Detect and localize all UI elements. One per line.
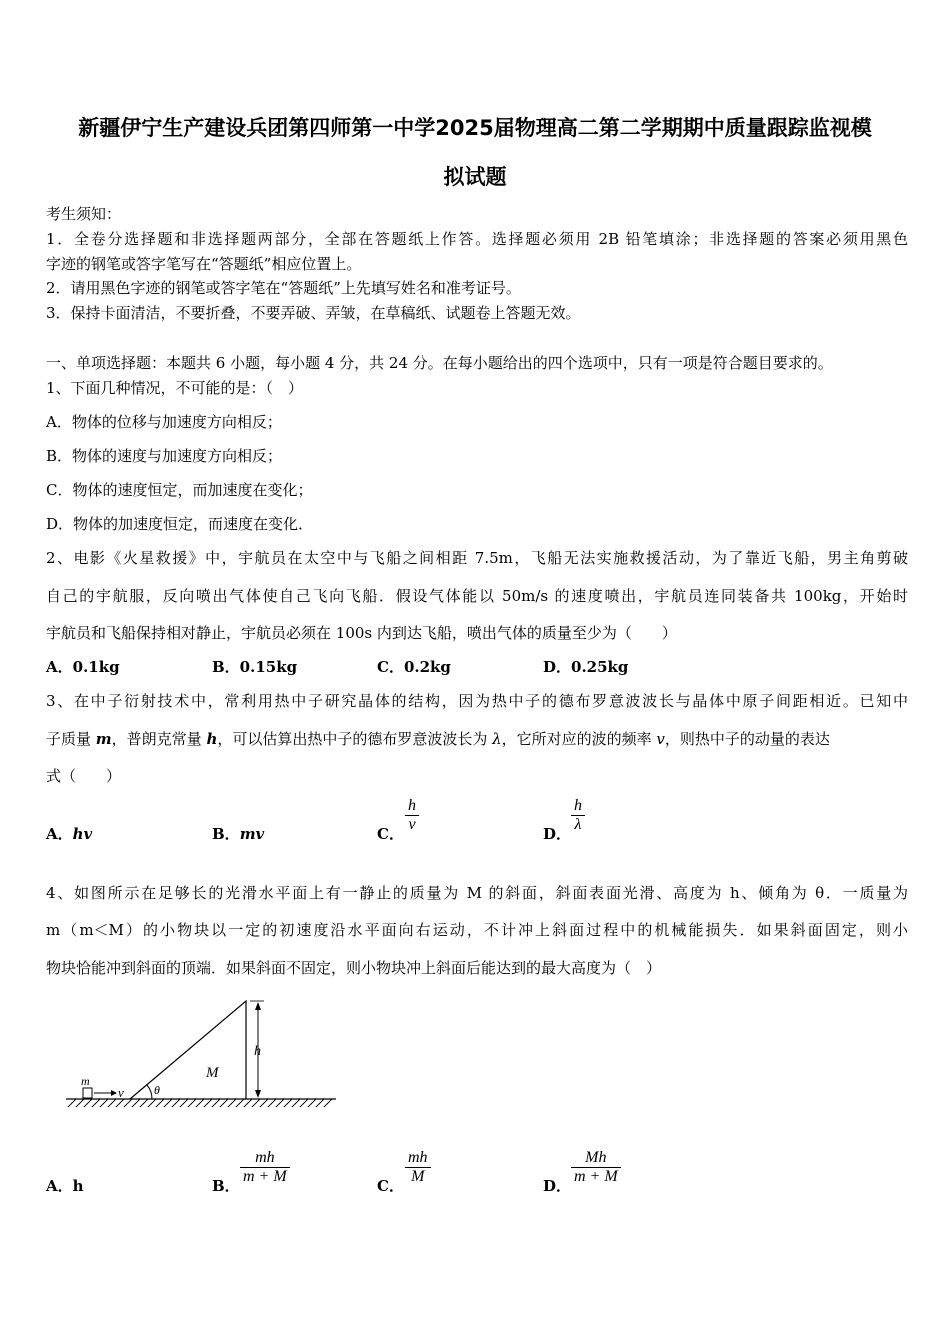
q4-option-c-label: C．: [377, 1177, 404, 1195]
velocity-label: v: [118, 1085, 124, 1100]
q2-option-a: A．0.1kg: [46, 658, 120, 676]
notice-item-1-cont: 字迹的钢笔或答字笔写在“答题纸”相应位置上。: [46, 255, 362, 273]
q1-option-a: A．物体的位移与加速度方向相反；: [46, 413, 282, 431]
q3-option-c-fraction: h v: [405, 797, 419, 834]
q3-stem-line3: 式（ ）: [46, 767, 122, 785]
notice-header: 考生须知：: [46, 205, 122, 223]
q3-stem-line1: 3、在中子衍射技术中，常利用热中子研究晶体的结构，因为热中子的德布罗意波波长与晶体中原子间距相近。已知中: [46, 692, 908, 710]
notice-item-2: 2．请用黑色字迹的钢笔或答字笔在“答题纸”上先填写姓名和准考证号。: [46, 279, 521, 297]
mass-M-label: M: [206, 1065, 219, 1081]
page-title-line2: 拟试题: [443, 165, 507, 189]
q4-option-d-label: D．: [543, 1177, 572, 1195]
incline-triangle: [130, 1001, 246, 1099]
q2-option-b: B．0.15kg: [212, 658, 298, 676]
section-header: 一、单项选择题：本题共 6 小题，每小题 4 分，共 24 分。在每小题给出的四个选项中，只有一项是符合题目要求的。: [46, 354, 833, 372]
q4-stem-line1: 4、如图所示在足够长的光滑水平面上有一静止的质量为 M 的斜面，斜面表面光滑、高度为 h、倾角为 θ．一质量为: [46, 884, 908, 902]
notice-item-1: 1．全卷分选择题和非选择题两部分，全部在答题纸上作答。选择题必须用 2B 铅笔填涂；非选择题的答案必须用黑色: [46, 230, 908, 248]
q1-option-c: C．物体的速度恒定，而加速度在变化；: [46, 481, 313, 499]
height-label: h: [254, 1044, 261, 1059]
q2-option-c: C．0.2kg: [377, 658, 451, 676]
q3-option-a: A．hv: [46, 825, 93, 843]
block-m-label: m: [81, 1074, 90, 1088]
incline-figure: [60, 995, 350, 1115]
q2-stem-line3: 宇航员和飞船保持相对静止，宇航员必须在 100s 内到达飞船，喷出气体的质量至少为（ ）: [46, 624, 677, 642]
q2-stem-line1: 2、电影《火星救援》中，宇航员在太空中与飞船之间相距 7.5m，飞船无法实施救援活动，为了靠近飞船，男主角剪破: [46, 549, 908, 567]
q3-stem-line2: 子质量 m，普朗克常量 h，可以估算出热中子的德布罗意波波长为 λ，它所对应的波的频率 v，则热中子的动量的表达: [46, 730, 830, 748]
q4-option-c-fraction: mh M: [405, 1149, 431, 1186]
q4-stem-line3: 物块恰能冲到斜面的顶端．如果斜面不固定，则小物块冲上斜面后能达到的最大高度为（ ）: [46, 959, 662, 977]
q3-option-d-label: D．: [543, 825, 572, 843]
q2-stem-line2: 自己的宇航服，反向喷出气体使自己飞向飞船．假设气体能以 50m/s 的速度喷出，宇航员连同装备共 100kg，开始时: [46, 587, 908, 605]
q1-stem: 1、下面几种情况，不可能的是：（ ）: [46, 379, 304, 397]
q1-option-b: B．物体的速度与加速度方向相反；: [46, 447, 283, 465]
q3-option-b: B．mv: [212, 825, 265, 843]
q4-option-b-fraction: mh m + M: [240, 1149, 290, 1186]
q4-stem-line2: m（m＜M）的小物块以一定的初速度沿水平面向右运动，不计冲上斜面过程中的机械能损失．如果斜面固定，则小: [46, 921, 908, 939]
q4-option-d-fraction: Mh m + M: [571, 1149, 621, 1186]
theta-label: θ: [154, 1083, 160, 1097]
q3-option-c-label: C．: [377, 825, 404, 843]
q3-option-d-fraction: h λ: [571, 797, 585, 834]
q1-option-d: D．物体的加速度恒定，而速度在变化．: [46, 515, 314, 533]
q2-option-d: D．0.25kg: [543, 658, 629, 676]
notice-item-3: 3．保持卡面清洁，不要折叠，不要弄破、弄皱，在草稿纸、试题卷上答题无效。: [46, 304, 581, 322]
q4-option-a: A．h: [46, 1177, 84, 1195]
q4-option-b-label: B．: [212, 1177, 240, 1195]
ground-hatching: [68, 1099, 332, 1107]
page-title-line1: 新疆伊宁生产建设兵团第四师第一中学2025届物理高二第二学期期中质量跟踪监视模: [78, 116, 872, 140]
block-m: [83, 1088, 92, 1098]
angle-arc: [147, 1085, 152, 1099]
